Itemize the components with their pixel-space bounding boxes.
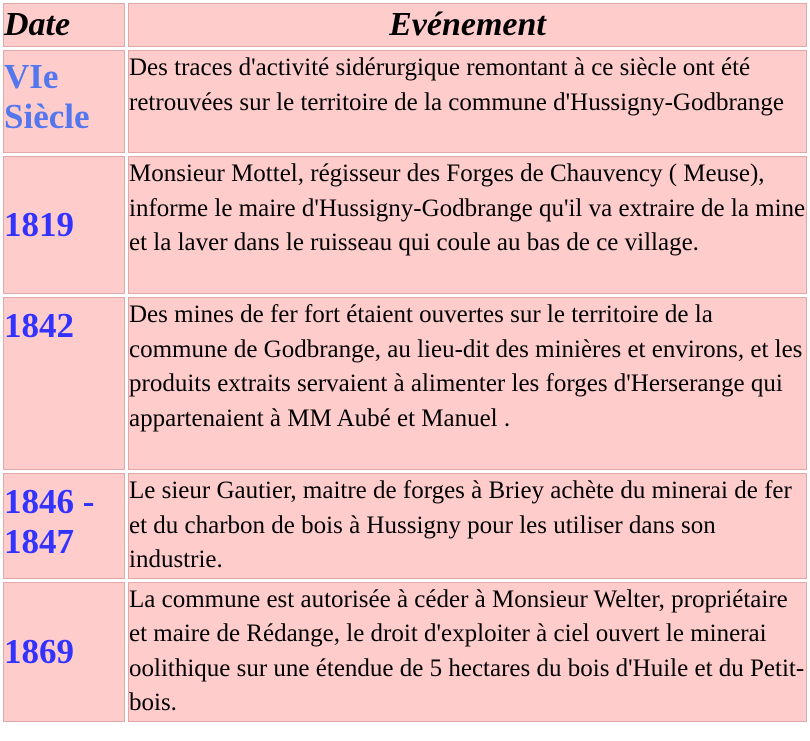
event-cell: Des traces d'activité sidérurgique remontant à ce siècle ont été retrouvées sur le territoire de la commune d'Hussigny-Godbrange <box>128 50 807 153</box>
table-row <box>3 156 807 294</box>
date-column-header: Date <box>3 3 125 47</box>
date-cell: 1842 <box>3 297 125 470</box>
event-cell: Le sieur Gautier, maitre de forges à Briey achète du minerai de fer et du charbon de bois à Hussigny pour les utiliser dans son industrie. <box>128 473 807 579</box>
header-row <box>3 3 807 47</box>
event-cell: Monsieur Mottel, régisseur des Forges de Chauvency ( Meuse), informe le maire d'Hussigny-Godbrange qu'il va extraire de la mine et la laver dans le ruisseau qui coule au bas de ce village. <box>128 156 807 294</box>
table-row <box>3 582 807 722</box>
date-cell: 1846 - 1847 <box>3 473 125 579</box>
date-cell: 1869 <box>3 582 125 722</box>
table-row <box>3 473 807 579</box>
table-row <box>3 50 807 153</box>
event-cell: Des mines de fer fort étaient ouvertes sur le territoire de la commune de Godbrange, au lieu-dit des minières et environs, et les produits extraits servaient à alimenter les forges d'Herserange qui appartenaient à MM Aubé et Manuel . <box>128 297 807 470</box>
date-cell: VIe Siècle <box>3 50 125 153</box>
table-row <box>3 297 807 470</box>
date-cell: 1819 <box>3 156 125 294</box>
event-cell: La commune est autorisée à céder à Monsieur Welter, propriétaire et maire de Rédange, le droit d'exploiter à ciel ouvert le minerai oolithique sur une étendue de 5 hectares du bois d'Huile et du Petit-bois. <box>128 582 807 722</box>
event-column-header: Evénement <box>128 3 807 47</box>
